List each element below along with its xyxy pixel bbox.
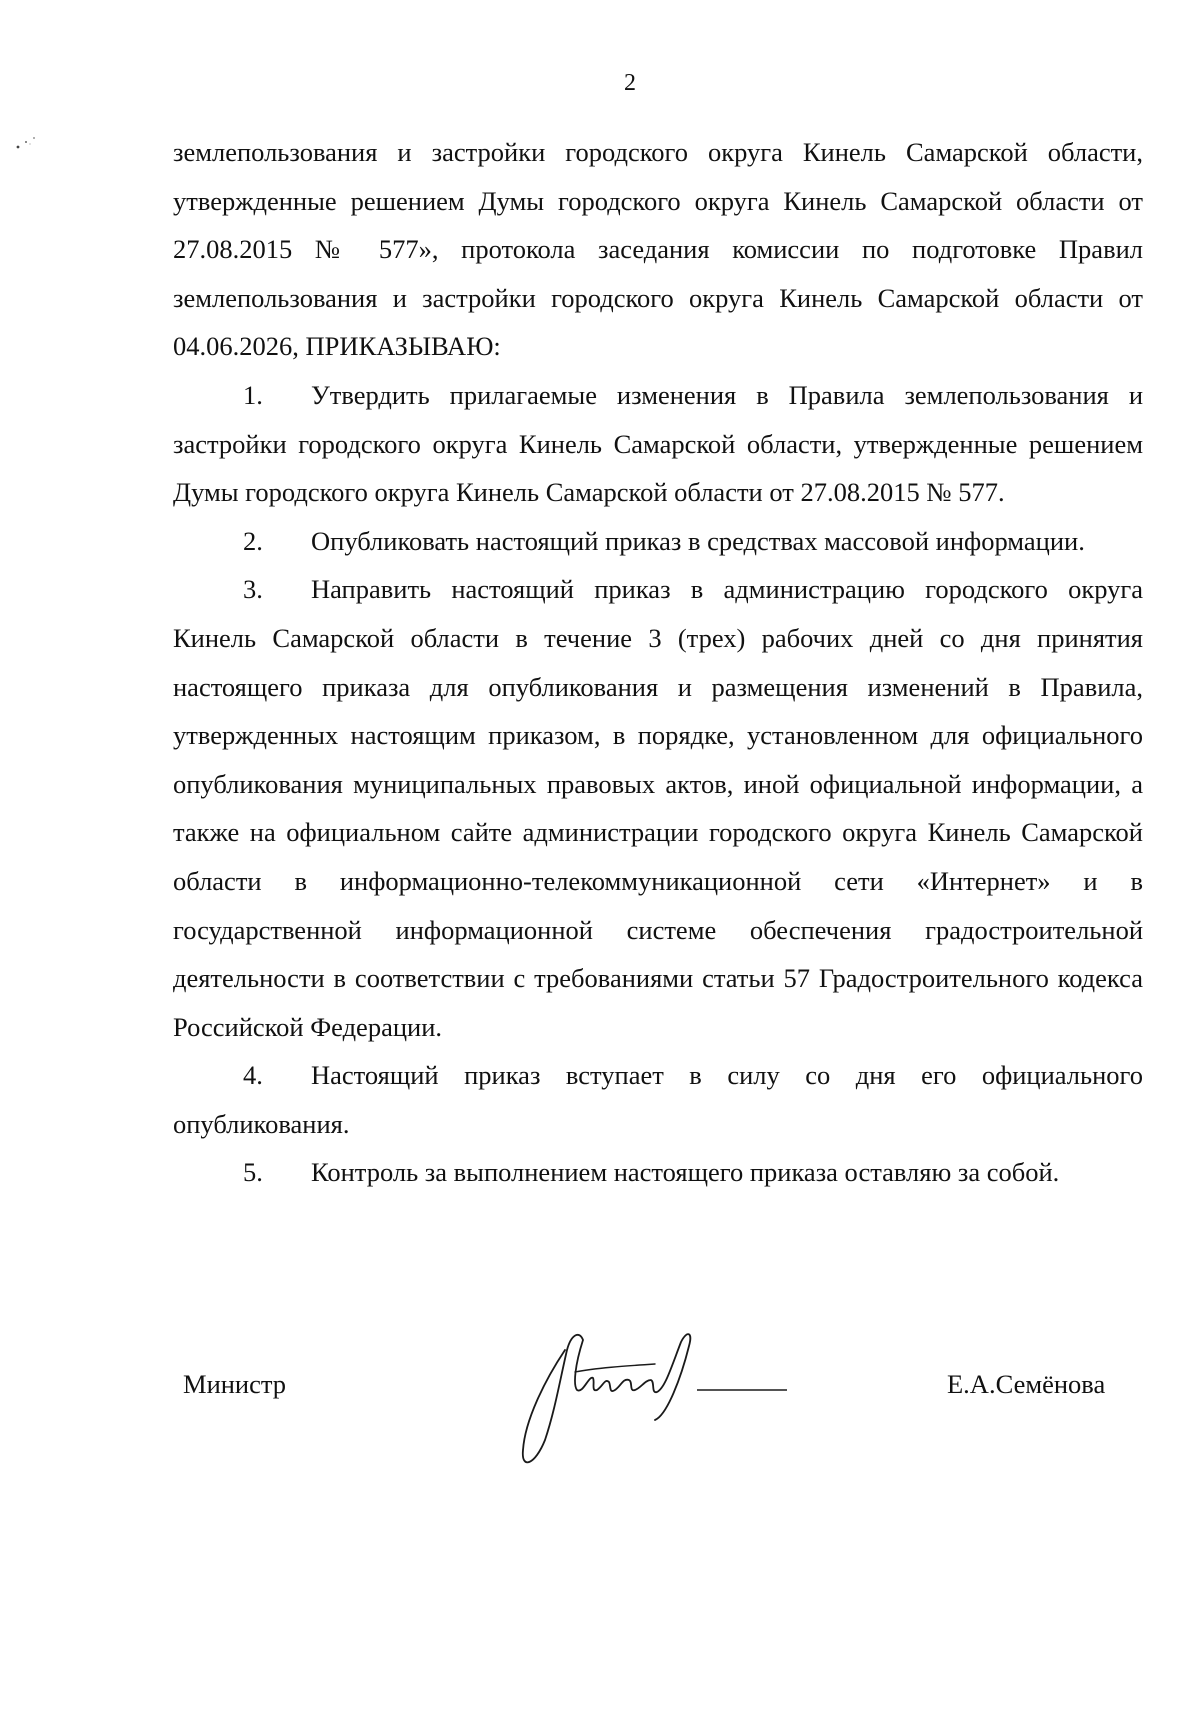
signatory-name: Е.А.Семёнова <box>947 1369 1106 1399</box>
item-number: 3. <box>243 574 263 605</box>
item-number: 2. <box>243 525 263 556</box>
list-item <box>173 1051 1143 1148</box>
list-item <box>173 565 1143 1051</box>
signature-block <box>0 1320 1200 1480</box>
item-number: 5. <box>243 1157 263 1188</box>
item-text: Направить настоящий приказ в администрацию городского округа Кинель Самарской области в течение 3 (трех) рабочих дней со дня принятия настоящего приказа для опубликования и размещения изменений в Правила, утвержденных настоящим приказом, в порядке, установленном для официального опубликования муниципальных правовых актов, иной официальной информации, а также на официальном сайте администрации городского округа Кинель Самарской области в информационно-телекоммуникационной сети «Интернет» и в государственной информационной системе обеспечения градостроительной деятельности в соответствии с требованиями статьи 57 Градостроительного кодекса Российской Федерации. <box>173 574 1143 1042</box>
intro-paragraph: землепользования и застройки городского округа Кинель Самарской области, утвержденные решением Думы городского округа Кинель Самарской области от 27.08.2015 № 577», протокола заседания комиссии по подготовке Правил землепользования и застройки городского округа Кинель Самарской области от 04.06.2026, ПРИКАЗЫВАЮ: <box>173 137 1143 362</box>
handwritten-signature <box>505 1320 835 1480</box>
item-number: 1. <box>243 379 263 410</box>
item-text: Настоящий приказ вступает в силу со дня его официального опубликования. <box>173 1060 1143 1139</box>
item-number: 4. <box>243 1060 263 1091</box>
signatory-title: Министр <box>183 1369 287 1399</box>
document-body <box>173 128 1143 1197</box>
list-item <box>173 371 1143 517</box>
item-text: Контроль за выполнением настоящего приказа оставляю за собой. <box>311 1157 1060 1188</box>
item-text: Утвердить прилагаемые изменения в Правила землепользования и застройки городского округа Кинель Самарской области, утвержденные решением Думы городского округа Кинель Самарской области от 27.08.2015 № 577. <box>173 379 1143 508</box>
item-text: Опубликовать настоящий приказ в средствах массовой информации. <box>311 525 1085 556</box>
list-item <box>173 1148 1143 1197</box>
list-item <box>173 517 1143 566</box>
scan-speck-marks <box>0 130 60 170</box>
page-number: 2 <box>624 70 636 96</box>
